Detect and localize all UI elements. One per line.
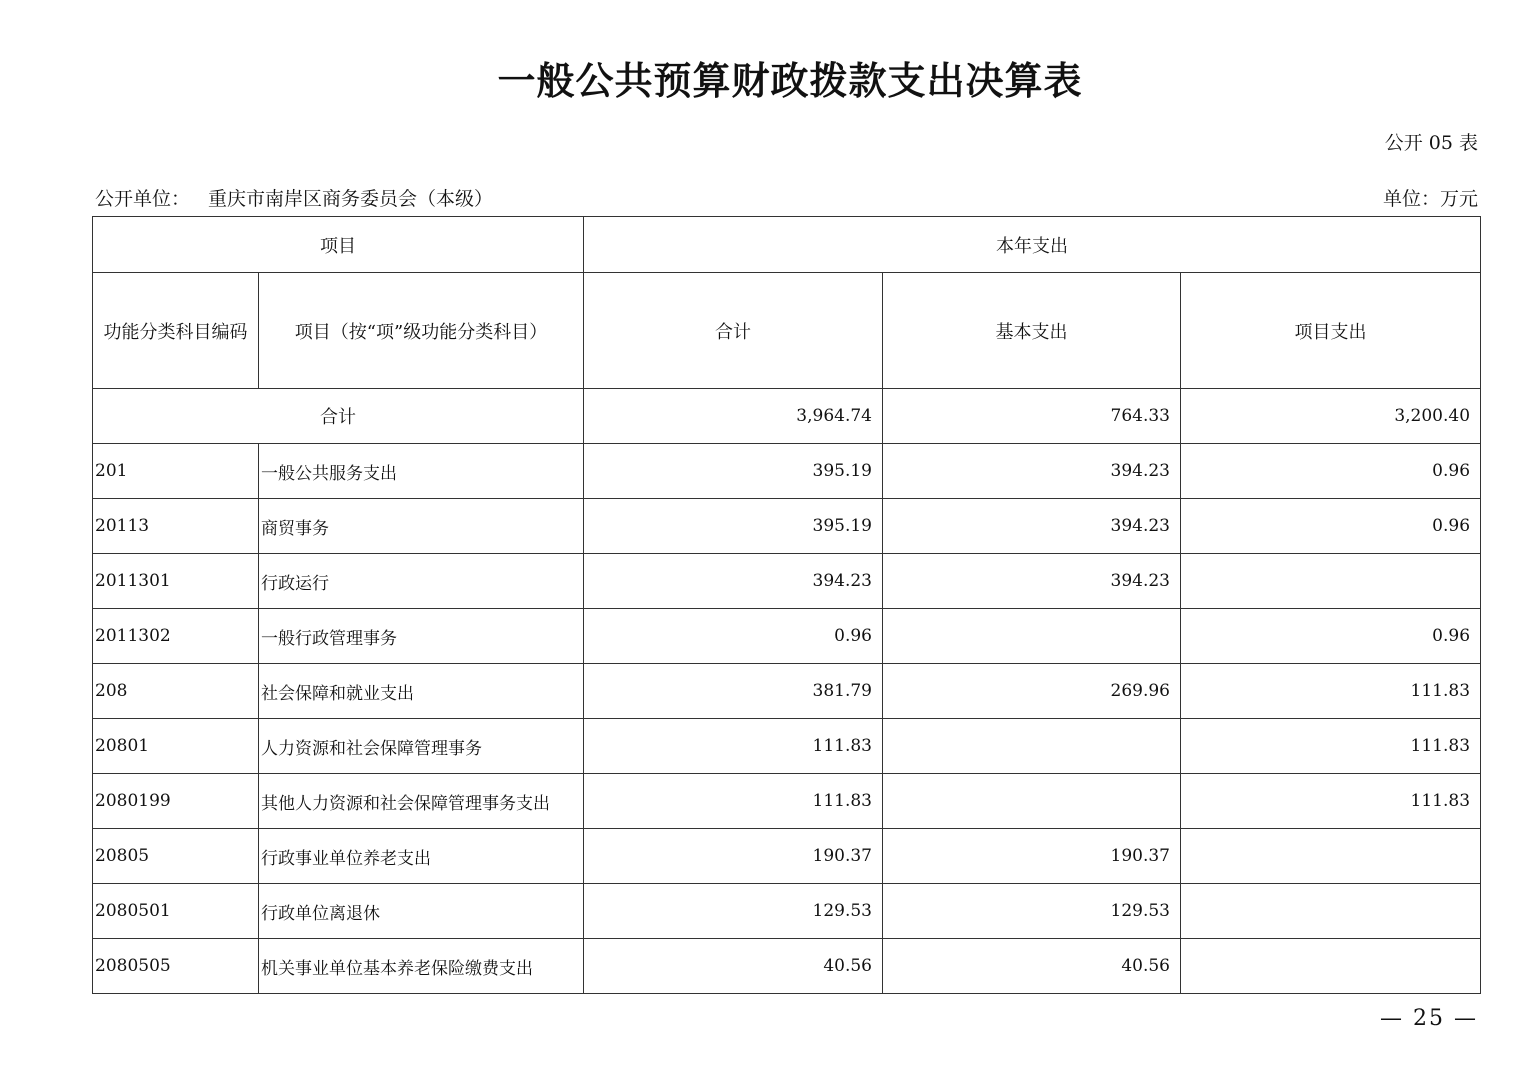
- row-total: 129.53: [584, 884, 883, 939]
- table-row: [93, 444, 1481, 499]
- row-basic: [883, 609, 1181, 664]
- page-title: 一般公共预算财政拨款支出决算表: [497, 58, 1083, 103]
- row-name: 商贸事务: [259, 499, 584, 554]
- table-row: [93, 939, 1481, 994]
- header-current-year: 本年支出: [584, 217, 1481, 273]
- row-total: 395.19: [584, 499, 883, 554]
- row-name: 行政运行: [259, 554, 584, 609]
- total-label: 合计: [93, 389, 584, 444]
- row-project: 111.83: [1181, 719, 1481, 774]
- row-name: 行政事业单位养老支出: [259, 829, 584, 884]
- row-name: 社会保障和就业支出: [259, 664, 584, 719]
- row-basic: 40.56: [883, 939, 1181, 994]
- row-project: [1181, 884, 1481, 939]
- row-name: 一般公共服务支出: [259, 444, 584, 499]
- row-basic: 394.23: [883, 554, 1181, 609]
- row-total: 381.79: [584, 664, 883, 719]
- publishing-unit: [95, 184, 493, 211]
- table-row: [93, 609, 1481, 664]
- row-basic: [883, 719, 1181, 774]
- row-code: 20113: [93, 499, 259, 554]
- currency-unit: 单位：万元: [1382, 188, 1478, 210]
- table-row: [93, 664, 1481, 719]
- table-body: [93, 389, 1481, 994]
- row-project: 111.83: [1181, 664, 1481, 719]
- row-project: [1181, 554, 1481, 609]
- row-code: 2011301: [93, 554, 259, 609]
- row-basic: [883, 774, 1181, 829]
- row-project: [1181, 829, 1481, 884]
- header-row-1: [93, 217, 1481, 273]
- budget-table: [92, 216, 1481, 994]
- table-row: [93, 499, 1481, 554]
- total-total: 3,964.74: [584, 389, 883, 444]
- row-name: 一般行政管理事务: [259, 609, 584, 664]
- header-code: 功能分类科目编码: [93, 273, 259, 389]
- row-name: 行政单位离退休: [259, 884, 584, 939]
- row-total: 111.83: [584, 719, 883, 774]
- header-total: 合计: [584, 273, 883, 389]
- row-code: 2011302: [93, 609, 259, 664]
- form-number: 公开 05 表: [1384, 132, 1478, 154]
- total-row: [93, 389, 1481, 444]
- row-total: 0.96: [584, 609, 883, 664]
- page-number: — 25 —: [1380, 1006, 1478, 1031]
- header-item-name: 项目（按“项”级功能分类科目）: [259, 273, 584, 389]
- row-code: 2080199: [93, 774, 259, 829]
- row-project: 0.96: [1181, 444, 1481, 499]
- row-name: 人力资源和社会保障管理事务: [259, 719, 584, 774]
- row-code: 201: [93, 444, 259, 499]
- row-project: 0.96: [1181, 499, 1481, 554]
- table-row: [93, 554, 1481, 609]
- row-total: 395.19: [584, 444, 883, 499]
- row-code: 20805: [93, 829, 259, 884]
- row-code: 208: [93, 664, 259, 719]
- publishing-unit-label: 公开单位：: [95, 188, 191, 210]
- row-total: 394.23: [584, 554, 883, 609]
- header-item: 项目: [93, 217, 584, 273]
- row-code: 2080505: [93, 939, 259, 994]
- row-code: 20801: [93, 719, 259, 774]
- total-basic: 764.33: [883, 389, 1181, 444]
- organization-name: 重庆市南岸区商务委员会（本级）: [208, 188, 494, 210]
- row-basic: 394.23: [883, 444, 1181, 499]
- row-basic: 190.37: [883, 829, 1181, 884]
- table-row: [93, 884, 1481, 939]
- row-project: 0.96: [1181, 609, 1481, 664]
- header-row-2: [93, 273, 1481, 389]
- row-project: [1181, 939, 1481, 994]
- header-project: 项目支出: [1181, 273, 1481, 389]
- table-row: [93, 719, 1481, 774]
- row-basic: 129.53: [883, 884, 1181, 939]
- row-name: 机关事业单位基本养老保险缴费支出: [259, 939, 584, 994]
- row-basic: 269.96: [883, 664, 1181, 719]
- row-code: 2080501: [93, 884, 259, 939]
- row-total: 111.83: [584, 774, 883, 829]
- header-basic: 基本支出: [883, 273, 1181, 389]
- row-project: 111.83: [1181, 774, 1481, 829]
- row-total: 190.37: [584, 829, 883, 884]
- row-basic: 394.23: [883, 499, 1181, 554]
- total-project: 3,200.40: [1181, 389, 1481, 444]
- row-total: 40.56: [584, 939, 883, 994]
- table-row: [93, 829, 1481, 884]
- row-name: 其他人力资源和社会保障管理事务支出: [259, 774, 584, 829]
- table-row: [93, 774, 1481, 829]
